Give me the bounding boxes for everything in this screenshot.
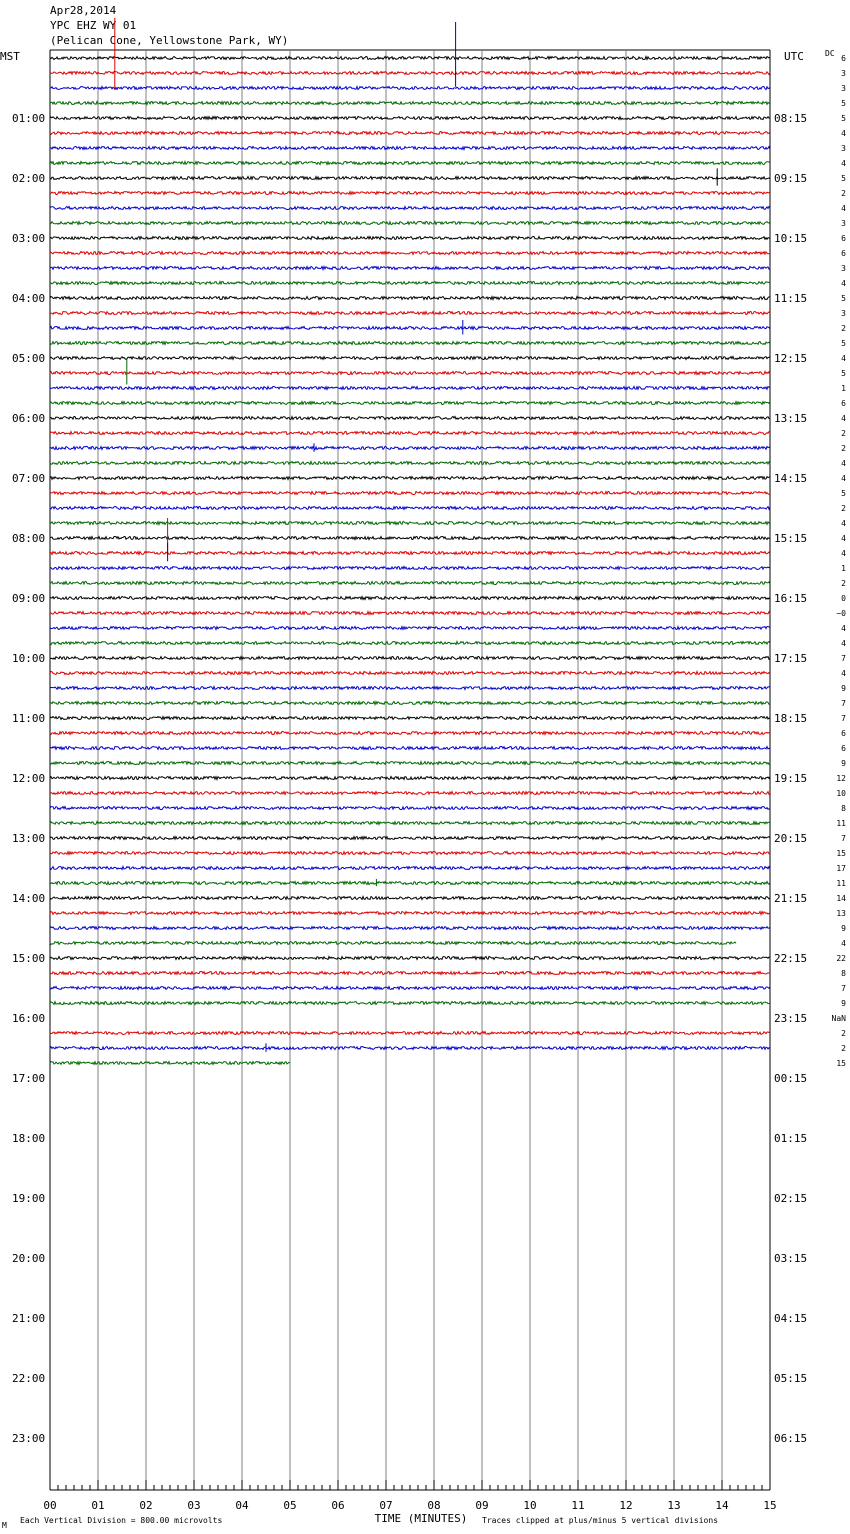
utc-hour-label: 20:15	[774, 832, 808, 845]
seismic-trace	[50, 942, 736, 945]
seismic-trace	[50, 837, 770, 840]
mst-hour-label: 21:00	[12, 1312, 46, 1325]
dc-offset-label: 4	[841, 414, 846, 423]
vertical-division-note: Each Vertical Division = 800.00 microvolts	[20, 1516, 223, 1525]
dc-offset-label: 9	[841, 924, 846, 933]
x-tick-label: 00	[43, 1499, 57, 1512]
dc-offset-label: 3	[841, 144, 846, 153]
dc-offset-label: 3	[841, 69, 846, 78]
dc-offset-label: 4	[841, 204, 846, 213]
x-tick-label: 10	[523, 1499, 537, 1512]
seismic-trace	[50, 462, 770, 465]
dc-offset-label: 4	[841, 129, 846, 138]
x-tick-label: 04	[235, 1499, 249, 1512]
dc-offset-label: 17	[836, 864, 846, 873]
seismic-trace	[50, 867, 770, 870]
seismic-trace	[50, 762, 770, 765]
utc-hour-label: 17:15	[774, 652, 808, 665]
x-tick-label: 03	[187, 1499, 201, 1512]
seismic-trace	[50, 507, 770, 510]
x-tick-label: 12	[619, 1499, 633, 1512]
dc-offset-label: 9	[841, 759, 846, 768]
clip-note: Traces clipped at plus/minus 5 vertical divisions	[482, 1516, 719, 1525]
seismic-trace	[50, 882, 770, 885]
x-axis-label: TIME (MINUTES)	[374, 1512, 468, 1525]
seismic-trace	[50, 357, 770, 360]
mst-hour-label: 15:00	[12, 952, 46, 965]
dc-offset-label: 7	[841, 699, 846, 708]
seismic-trace	[50, 792, 770, 795]
mst-hour-label: 14:00	[12, 892, 46, 905]
utc-hour-label: 18:15	[774, 712, 808, 725]
x-tick-label: 06	[331, 1499, 345, 1512]
mst-hour-label: 16:00	[12, 1012, 46, 1025]
utc-hour-label: 09:15	[774, 172, 808, 185]
dc-offset-label: 1	[841, 384, 846, 393]
utc-hour-label: 13:15	[774, 412, 808, 425]
seismic-trace	[50, 402, 770, 405]
dc-offset-label: 4	[841, 669, 846, 678]
mst-hour-label: 04:00	[12, 292, 46, 305]
dc-offset-label: 11	[836, 819, 846, 828]
seismic-trace	[50, 522, 770, 525]
mst-hour-label: 18:00	[12, 1132, 46, 1145]
seismic-trace	[50, 1062, 290, 1065]
dc-offset-label: 3	[841, 309, 846, 318]
seismic-trace	[50, 207, 770, 210]
mst-hour-label: 08:00	[12, 532, 46, 545]
utc-hour-label: 21:15	[774, 892, 808, 905]
mst-hour-label: 11:00	[12, 712, 46, 725]
seismic-trace	[50, 147, 770, 150]
dc-offset-label: 7	[841, 984, 846, 993]
dc-offset-label: 3	[841, 264, 846, 273]
mst-hour-label: 13:00	[12, 832, 46, 845]
dc-offset-label: 4	[841, 279, 846, 288]
utc-hour-label: 04:15	[774, 1312, 808, 1325]
dc-offset-label: 4	[841, 474, 846, 483]
dc-offset-label: 5	[841, 99, 846, 108]
dc-offset-label: 2	[841, 189, 846, 198]
mst-hour-label: 19:00	[12, 1192, 46, 1205]
seismic-trace	[50, 342, 770, 345]
seismic-trace	[50, 582, 770, 585]
dc-offset-label: 2	[841, 1044, 846, 1053]
mst-hour-label: 17:00	[12, 1072, 46, 1085]
seismic-trace	[50, 492, 770, 495]
x-tick-label: 15	[763, 1499, 777, 1512]
seismic-trace	[50, 267, 770, 270]
seismic-trace	[50, 732, 770, 735]
dc-offset-label: 6	[841, 234, 846, 243]
dc-offset-label: 6	[841, 729, 846, 738]
seismic-trace	[50, 417, 770, 420]
right-axis-title: UTC	[784, 50, 804, 63]
dc-offset-label: 8	[841, 969, 846, 978]
seismic-trace	[50, 552, 770, 555]
x-tick-label: 01	[91, 1499, 105, 1512]
seismic-trace	[50, 612, 770, 615]
utc-hour-label: 16:15	[774, 592, 808, 605]
utc-hour-label: 23:15	[774, 1012, 808, 1025]
seismic-trace	[50, 132, 770, 135]
dc-offset-label: 2	[841, 1029, 846, 1038]
mst-hour-label: 10:00	[12, 652, 46, 665]
mst-hour-label: 09:00	[12, 592, 46, 605]
seismic-trace	[50, 672, 770, 675]
dc-offset-label: NaN	[831, 1014, 846, 1023]
dc-offset-label: 2	[841, 444, 846, 453]
x-tick-label: 14	[715, 1499, 729, 1512]
dc-offset-label: 12	[836, 774, 846, 783]
dc-offset-label: 4	[841, 939, 846, 948]
seismic-trace	[50, 312, 770, 315]
dc-offset-label: 15	[836, 1059, 846, 1068]
dc-offset-label: 6	[841, 54, 846, 63]
dc-offset-label: 22	[836, 954, 846, 963]
seismic-trace	[50, 297, 770, 300]
dc-offset-label: 5	[841, 294, 846, 303]
dc-offset-label: 5	[841, 369, 846, 378]
seismic-trace	[50, 717, 770, 720]
utc-hour-label: 15:15	[774, 532, 808, 545]
seismic-trace	[50, 177, 770, 180]
dc-offset-label: 5	[841, 339, 846, 348]
seismic-trace	[50, 537, 770, 540]
seismic-trace	[50, 192, 770, 195]
dc-offset-label: 5	[841, 114, 846, 123]
dc-offset-label: 4	[841, 519, 846, 528]
dc-offset-label: 14	[836, 894, 846, 903]
utc-hour-label: 05:15	[774, 1372, 808, 1385]
dc-offset-label: 4	[841, 639, 846, 648]
seismic-trace	[50, 657, 770, 660]
x-tick-label: 08	[427, 1499, 441, 1512]
mst-hour-label: 01:00	[12, 112, 46, 125]
seismic-trace	[50, 822, 770, 825]
left-axis-title: MST	[0, 50, 20, 63]
seismic-trace	[50, 162, 770, 165]
seismic-trace	[50, 927, 770, 930]
x-tick-label: 13	[667, 1499, 681, 1512]
seismic-trace	[50, 372, 770, 375]
seismic-trace	[50, 912, 770, 915]
seismic-trace	[50, 777, 770, 780]
seismic-trace	[50, 702, 770, 705]
mst-hour-label: 23:00	[12, 1432, 46, 1445]
utc-hour-label: 12:15	[774, 352, 808, 365]
utc-hour-label: 06:15	[774, 1432, 808, 1445]
seismic-trace	[50, 972, 770, 975]
seismic-trace	[50, 852, 770, 855]
dc-offset-label: 4	[841, 354, 846, 363]
dc-offset-label: 13	[836, 909, 846, 918]
seismic-trace	[50, 282, 770, 285]
seismic-trace	[50, 1032, 770, 1035]
utc-hour-label: 22:15	[774, 952, 808, 965]
seismic-trace	[50, 87, 770, 90]
dc-offset-label: 7	[841, 834, 846, 843]
dc-offset-label: −0	[836, 609, 846, 618]
x-tick-label: 02	[139, 1499, 153, 1512]
utc-hour-label: 01:15	[774, 1132, 808, 1145]
mst-hour-label: 02:00	[12, 172, 46, 185]
dc-offset-label: 4	[841, 549, 846, 558]
seismic-trace	[50, 747, 770, 750]
seismic-trace	[50, 57, 770, 60]
utc-hour-label: 00:15	[774, 1072, 808, 1085]
dc-offset-label: 8	[841, 804, 846, 813]
dc-offset-label: 10	[836, 789, 846, 798]
x-tick-label: 11	[571, 1499, 585, 1512]
mst-hour-label: 03:00	[12, 232, 46, 245]
seismic-trace	[50, 102, 770, 105]
mst-hour-label: 22:00	[12, 1372, 46, 1385]
seismic-trace	[50, 642, 770, 645]
dc-offset-label: 7	[841, 714, 846, 723]
dc-offset-label: 4	[841, 459, 846, 468]
seismic-trace	[50, 957, 770, 960]
seismic-trace	[50, 222, 770, 225]
dc-offset-label: 6	[841, 249, 846, 258]
seismic-trace	[50, 687, 770, 690]
utc-hour-label: 14:15	[774, 472, 808, 485]
dc-offset-label: 2	[841, 429, 846, 438]
dc-offset-label: 6	[841, 399, 846, 408]
seismic-trace	[50, 387, 770, 390]
seismic-trace	[50, 987, 770, 990]
seismic-trace	[50, 432, 770, 435]
dc-offset-label: 9	[841, 684, 846, 693]
seismic-trace	[50, 447, 770, 450]
station-location: (Pelican Cone, Yellowstone Park, WY)	[50, 34, 289, 47]
seismic-trace	[50, 597, 770, 600]
dc-offset-label: 2	[841, 504, 846, 513]
dc-offset-label: 1	[841, 564, 846, 573]
dc-offset-label: 5	[841, 174, 846, 183]
dc-offset-label: 4	[841, 534, 846, 543]
dc-offset-label: 2	[841, 579, 846, 588]
x-tick-label: 05	[283, 1499, 297, 1512]
dc-title: DC	[825, 49, 835, 58]
mst-hour-label: 06:00	[12, 412, 46, 425]
station-id: YPC EHZ WY 01	[50, 19, 137, 32]
dc-offset-label: 7	[841, 654, 846, 663]
utc-hour-label: 10:15	[774, 232, 808, 245]
dc-offset-label: 11	[836, 879, 846, 888]
seismic-trace	[50, 237, 770, 240]
corner-mark: M	[2, 1521, 7, 1530]
utc-hour-label: 02:15	[774, 1192, 808, 1205]
seismic-trace	[50, 1047, 770, 1050]
x-tick-label: 07	[379, 1499, 393, 1512]
utc-hour-label: 03:15	[774, 1252, 808, 1265]
mst-hour-label: 07:00	[12, 472, 46, 485]
seismic-trace	[50, 252, 770, 255]
seismic-trace	[50, 897, 770, 900]
utc-hour-label: 11:15	[774, 292, 808, 305]
dc-offset-label: 4	[841, 624, 846, 633]
utc-hour-label: 19:15	[774, 772, 808, 785]
dc-offset-label: 3	[841, 219, 846, 228]
dc-offset-label: 4	[841, 159, 846, 168]
seismic-trace	[50, 627, 770, 630]
mst-hour-label: 12:00	[12, 772, 46, 785]
seismic-trace	[50, 477, 770, 480]
x-tick-label: 09	[475, 1499, 489, 1512]
seismic-trace	[50, 72, 770, 75]
dc-offset-label: 2	[841, 324, 846, 333]
mst-hour-label: 20:00	[12, 1252, 46, 1265]
dc-offset-label: 6	[841, 744, 846, 753]
seismic-trace	[50, 327, 770, 330]
mst-hour-label: 05:00	[12, 352, 46, 365]
dc-offset-label: 15	[836, 849, 846, 858]
seismic-trace	[50, 117, 770, 120]
chart-date: Apr28,2014	[50, 4, 117, 17]
dc-offset-label: 3	[841, 84, 846, 93]
dc-offset-label: 5	[841, 489, 846, 498]
seismic-trace	[50, 567, 770, 570]
dc-offset-label: 9	[841, 999, 846, 1008]
dc-offset-label: 0	[841, 594, 846, 603]
seismic-trace	[50, 807, 770, 810]
utc-hour-label: 08:15	[774, 112, 808, 125]
seismic-trace	[50, 1002, 770, 1005]
